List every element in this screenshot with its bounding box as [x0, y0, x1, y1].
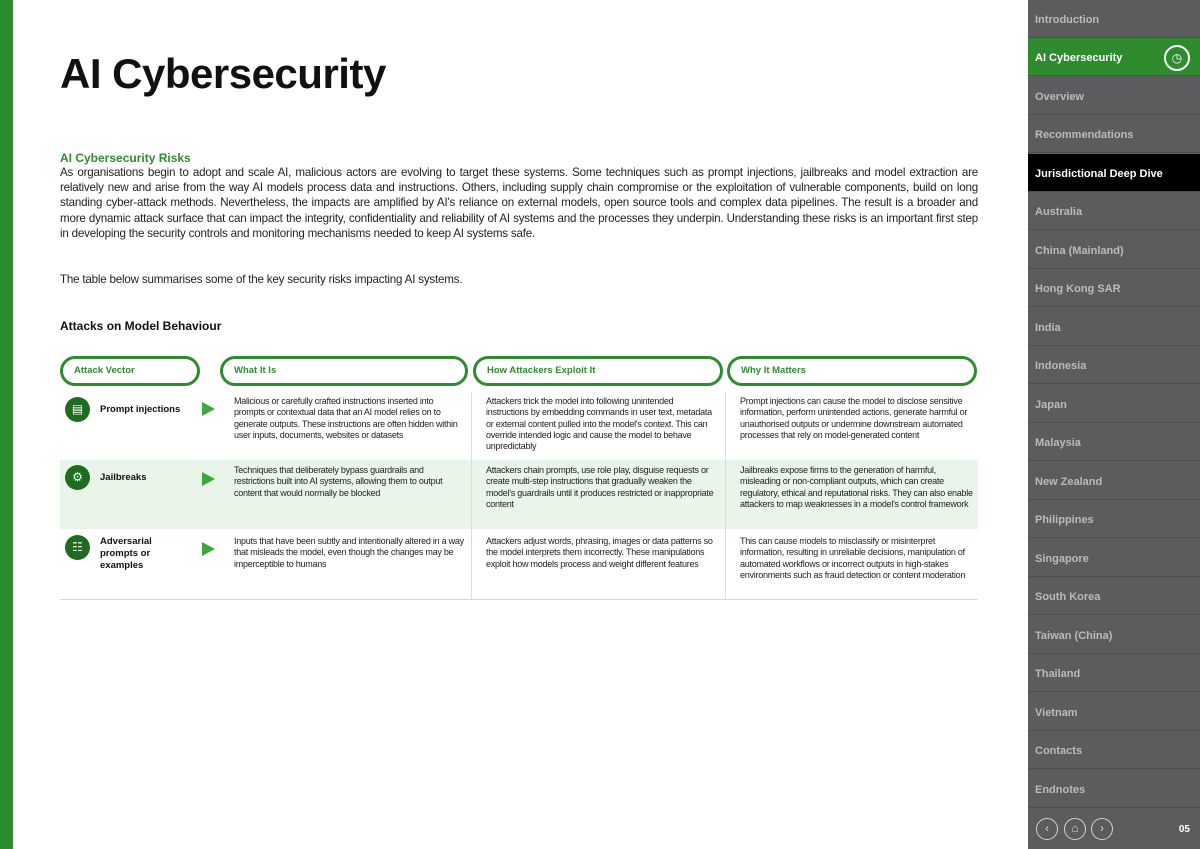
sidebar-item-contacts[interactable]: Contacts [1028, 731, 1200, 769]
jailbreak-icon: ⚙ [65, 465, 90, 490]
why-matters-cell: Prompt injections can cause the model to disclose sensitive information, perform unintended actions, generate harmful or unauthorised outputs or undermine downstream automated processes that rely on model-generated content [740, 396, 968, 440]
arrow-icon [202, 472, 215, 486]
attack-vector-label: Adversarial prompts or examples [100, 536, 152, 571]
how-exploit-cell: Attackers adjust words, phrasing, images or data patterns so the model interprets them incorrectly. These manipulations exploit how models process and weight different features [486, 536, 713, 569]
summary-paragraph: The table below summarises some of the key security risks impacting AI systems. [60, 273, 463, 286]
sidebar-item-malaysia[interactable]: Malaysia [1028, 423, 1200, 461]
sidebar-item-india[interactable]: India [1028, 308, 1200, 346]
sidebar-nav [1028, 0, 1200, 849]
sidebar-item-endnotes[interactable]: Endnotes [1028, 770, 1200, 808]
sidebar-item-china-mainland[interactable]: China (Mainland) [1028, 231, 1200, 269]
page-number: 05 [1178, 824, 1190, 835]
sidebar-item-ai-cybersecurity[interactable]: AI Cybersecurity ◷ [1028, 38, 1200, 76]
what-it-is-cell: Malicious or carefully crafted instructions inserted into prompts or contextual data that an AI model relies on to generate outputs. These instructions are often hidden within user inputs, documents, websites or datasets [234, 396, 458, 440]
sidebar-item-singapore[interactable]: Singapore [1028, 539, 1200, 577]
column-divider [471, 392, 472, 600]
sidebar-item-new-zealand[interactable]: New Zealand [1028, 462, 1200, 500]
previous-page-icon[interactable]: ‹ [1036, 818, 1058, 840]
arrow-icon [202, 402, 215, 416]
intro-paragraph: As organisations begin to adopt and scale AI, malicious actors are evolving to target these systems. Some techniques such as prompt injections, jailbreaks and model extraction are relatively new and arise from the way AI models process data and instructions. Others, including supply chain compromise or the exploitation of vulnerable components, build on long standing cyber-attack methods. Nevertheless, the impacts are amplified by AI's reliance on external models, open source tools and complex data pipelines. The result is a broader and more dynamic attack surface that can impact the integrity, confidentiality and reliability of AI systems and the processes they underpin. Understanding these risks is an important first step in developing the security controls and monitoring mechanisms needed to keep AI systems safe. [60, 166, 978, 240]
attack-vector-label: Prompt injections [100, 404, 181, 415]
left-accent-bar [0, 0, 13, 849]
sidebar-item-philippines[interactable]: Philippines [1028, 500, 1200, 538]
home-icon[interactable]: ⌂ [1064, 818, 1086, 840]
sidebar-item-hong-kong-sar[interactable]: Hong Kong SAR [1028, 269, 1200, 307]
stopwatch-icon: ◷ [1164, 45, 1190, 71]
what-it-is-cell: Techniques that deliberately bypass guardrails and restrictions built into AI systems, allowing them to output content that would normally be blocked [234, 465, 443, 498]
why-matters-cell: This can cause models to misclassify or misinterpret information, resulting in unreliable decisions, manipulation of automated workflows or incorrect outputs in high-stakes environments such as fraud detection or content moderation [740, 536, 966, 580]
attack-vector-label: Jailbreaks [100, 472, 147, 483]
table-heading: Attacks on Model Behaviour [60, 319, 222, 333]
table-row [60, 530, 978, 600]
section-heading: AI Cybersecurity Risks [60, 151, 191, 165]
next-page-icon[interactable]: › [1091, 818, 1113, 840]
sidebar-item-australia[interactable]: Australia [1028, 192, 1200, 230]
how-exploit-cell: Attackers trick the model into following unintended instructions by embedding commands in user text, metadata or external content pulled into the model's context. This can override intended logic and cause the model to behave unpredictably [486, 396, 712, 452]
column-header-what-it-is: What It Is [220, 356, 468, 386]
page-title: AI Cybersecurity [60, 50, 386, 97]
column-header-why-matters: Why It Matters [727, 356, 977, 386]
sidebar-footer [1028, 810, 1200, 849]
column-header-how-exploit: How Attackers Exploit It [473, 356, 723, 386]
sidebar-item-vietnam[interactable]: Vietnam [1028, 693, 1200, 731]
why-matters-cell: Jailbreaks expose firms to the generation of harmful, misleading or non-compliant outputs, which can create regulatory, ethical and reputational risks. They can also enable attackers to map weaknesses in a model's control framework [740, 465, 973, 509]
how-exploit-cell: Attackers chain prompts, use role play, disguise requests or create multi-step instructions that gradually weaken the model's guardrails until it produces restricted or inappropriate content [486, 465, 714, 509]
sidebar-item-south-korea[interactable]: South Korea [1028, 577, 1200, 615]
sidebar-item-introduction[interactable]: Introduction [1028, 0, 1200, 38]
sidebar-item-indonesia[interactable]: Indonesia [1028, 346, 1200, 384]
sidebar-item-recommendations[interactable]: Recommendations [1028, 115, 1200, 153]
column-header-attack-vector: Attack Vector [60, 356, 200, 386]
what-it-is-cell: Inputs that have been subtly and intentionally altered in a way that misleads the model, even though the changes may be imperceptible to humans [234, 536, 464, 569]
sidebar-item-thailand[interactable]: Thailand [1028, 654, 1200, 692]
sidebar-item-taiwan-china[interactable]: Taiwan (China) [1028, 616, 1200, 654]
table-row [60, 460, 978, 529]
column-divider [725, 392, 726, 600]
sidebar-item-overview[interactable]: Overview [1028, 77, 1200, 115]
sidebar-item-jurisdictional-deep-dive[interactable]: Jurisdictional Deep Dive [1028, 154, 1200, 192]
prompt-injection-icon: ▤ [65, 397, 90, 422]
arrow-icon [202, 542, 215, 556]
sidebar-item-japan[interactable]: Japan [1028, 385, 1200, 423]
table-row [60, 392, 978, 460]
adversarial-icon: ☷ [65, 535, 90, 560]
